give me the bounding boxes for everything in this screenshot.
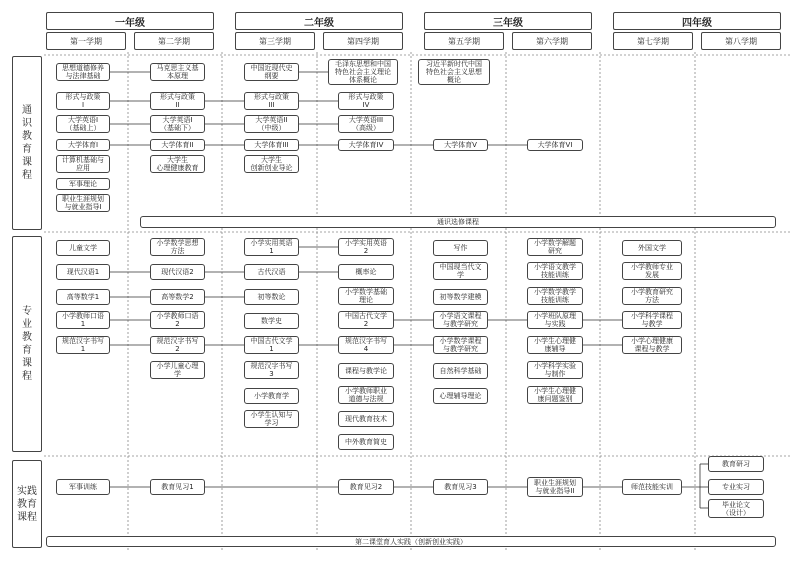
semester-header-3: 第三学期 bbox=[235, 32, 315, 50]
course-modern-history: 中国近现代史 纲要 bbox=[244, 63, 299, 81]
course-edu-history: 中外教育简史 bbox=[338, 434, 394, 450]
semester-header-4: 第四学期 bbox=[323, 32, 403, 50]
course-math-1: 高等数学1 bbox=[56, 289, 110, 305]
year-header-1: 一年级 bbox=[46, 12, 214, 30]
course-policy-3: 形式与政策 III bbox=[244, 92, 299, 110]
course-mental-health: 大学生 心理健康教育 bbox=[150, 155, 205, 173]
course-foreign-lit: 外国文学 bbox=[622, 240, 682, 256]
course-career-planning-1: 职业生涯规划 与就业指导I bbox=[56, 194, 110, 212]
course-marxism: 马克思主义基 本原理 bbox=[150, 63, 205, 81]
course-policy-2: 形式与政策 II bbox=[150, 92, 205, 110]
course-edu-research: 教育研习 bbox=[708, 456, 764, 472]
semester-header-8: 第八学期 bbox=[701, 32, 781, 50]
course-ancient-lit-2: 中国古代文学 2 bbox=[338, 311, 394, 329]
course-chinese-curriculum: 小学语文课程 与教学研究 bbox=[433, 311, 488, 329]
semester-header-7: 第七学期 bbox=[613, 32, 693, 50]
course-ideology-law: 思想道德修养 与法律基础 bbox=[56, 63, 110, 81]
course-career-guidance-2: 职业生涯规划 与就业指导II bbox=[527, 477, 583, 497]
course-english-3: 大学英语II （中级） bbox=[244, 115, 299, 133]
course-natural-science: 自然科学基础 bbox=[433, 363, 488, 379]
course-practical-english-2: 小学实用英语 2 bbox=[338, 238, 394, 256]
course-child-psych: 小学儿童心理 学 bbox=[150, 361, 205, 379]
course-pe-3: 大学体育III bbox=[244, 139, 299, 151]
year-header-3: 三年级 bbox=[424, 12, 592, 30]
course-children-lit: 儿童文学 bbox=[56, 240, 110, 256]
semester-header-2: 第二学期 bbox=[134, 32, 214, 50]
semester-header-5: 第五学期 bbox=[424, 32, 504, 50]
second-classroom-band: 第二课堂育人实践（创新创业实践） bbox=[46, 536, 776, 547]
course-problem-solving: 小学数学解题 研究 bbox=[527, 238, 583, 256]
category-general: 通 识 教 育 课 程 bbox=[12, 56, 42, 230]
course-pe-1: 大学体育I bbox=[56, 139, 110, 151]
course-elementary-numbers: 初等数论 bbox=[244, 289, 299, 305]
course-policy-1: 形式与政策 I bbox=[56, 92, 110, 110]
course-military-training: 军事训练 bbox=[56, 479, 110, 495]
course-research-methods: 小学教育研究 方法 bbox=[622, 287, 682, 305]
course-thesis: 毕业论文 （设计） bbox=[708, 499, 764, 518]
course-xi-thought: 习近平新时代中国 特色社会主义思想 概论 bbox=[418, 59, 490, 85]
course-math-curriculum: 小学数学课程 与教学研究 bbox=[433, 336, 488, 354]
course-pe-5: 大学体育V bbox=[433, 139, 488, 151]
category-professional: 专 业 教 育 课 程 bbox=[12, 236, 42, 452]
course-ancient-chinese: 古代汉语 bbox=[244, 264, 299, 280]
course-writing: 写作 bbox=[433, 240, 488, 256]
course-pedagogy: 小学教育学 bbox=[244, 388, 299, 404]
course-practical-english-1: 小学实用英语 1 bbox=[244, 238, 299, 256]
course-math-2: 高等数学2 bbox=[150, 289, 205, 305]
course-internship-3: 教育见习3 bbox=[433, 479, 488, 495]
course-writing-3: 规范汉字书写 3 bbox=[244, 361, 299, 379]
course-modern-chinese-1: 现代汉语1 bbox=[56, 264, 110, 280]
course-modern-lit: 中国现当代文 学 bbox=[433, 262, 488, 280]
year-header-2: 二年级 bbox=[235, 12, 403, 30]
course-science-curriculum: 小学科学课程 与教学 bbox=[622, 311, 682, 329]
course-math-thinking: 小学数学思想 方法 bbox=[150, 238, 205, 256]
course-policy-4: 形式与政策 IV bbox=[338, 92, 394, 110]
course-teacher-development: 小学教师专业 发展 bbox=[622, 262, 682, 280]
course-writing-4: 规范汉字书写 4 bbox=[338, 336, 394, 354]
general-elective-band: 通识选修课程 bbox=[140, 216, 776, 228]
course-counseling: 心理辅导理论 bbox=[433, 388, 488, 404]
semester-header-6: 第六学期 bbox=[512, 32, 592, 50]
course-writing-1: 规范汉字书写 1 bbox=[56, 336, 110, 354]
course-professional-internship: 专业实习 bbox=[708, 479, 764, 495]
course-math-basics: 小学数学基础 理论 bbox=[338, 287, 394, 305]
course-curriculum: 课程与教学论 bbox=[338, 363, 394, 379]
course-psych-diagnosis: 小学生心理健 康问题鉴别 bbox=[527, 386, 583, 404]
course-elementary-modeling: 初等数学建模 bbox=[433, 289, 488, 305]
course-english-2: 大学英语I （基础下） bbox=[150, 115, 205, 133]
course-mao-theory: 毛泽东思想和中国 特色社会主义理论 体系概论 bbox=[328, 59, 398, 85]
course-pe-6: 大学体育VI bbox=[527, 139, 583, 151]
category-practice: 实践 教育 课程 bbox=[12, 460, 42, 548]
course-ancient-lit-1: 中国古代文学 1 bbox=[244, 336, 299, 354]
course-psych-counseling: 小学生心理健 康辅导 bbox=[527, 336, 583, 354]
course-writing-2: 规范汉字书写 2 bbox=[150, 336, 205, 354]
course-class-management: 小学班队原理 与实践 bbox=[527, 311, 583, 329]
course-student-cognition: 小学生认知与 学习 bbox=[244, 410, 299, 428]
course-internship-1: 教育见习1 bbox=[150, 479, 205, 495]
course-science-experiment: 小学科学实验 与制作 bbox=[527, 361, 583, 379]
course-modern-chinese-2: 现代汉语2 bbox=[150, 264, 205, 280]
course-math-skills: 小学数学教学 技能训练 bbox=[527, 287, 583, 305]
course-pe-2: 大学体育II bbox=[150, 139, 205, 151]
course-edu-tech: 现代教育技术 bbox=[338, 411, 394, 427]
course-innovation: 大学生 创新创业导论 bbox=[244, 155, 299, 173]
course-teaching-skills: 师范技能实训 bbox=[622, 479, 682, 495]
course-probability: 概率论 bbox=[338, 264, 394, 280]
semester-header-1: 第一学期 bbox=[46, 32, 126, 50]
year-header-4: 四年级 bbox=[613, 12, 781, 30]
course-internship-2: 教育见习2 bbox=[338, 479, 394, 495]
course-chinese-skills: 小学语文教学 技能训练 bbox=[527, 262, 583, 280]
course-pe-4: 大学体育IV bbox=[338, 139, 394, 151]
course-oral-2: 小学教师口语 2 bbox=[150, 311, 205, 329]
course-english-1: 大学英语I （基础上） bbox=[56, 115, 110, 133]
course-military-theory: 军事理论 bbox=[56, 178, 110, 190]
course-oral-1: 小学教师口语 1 bbox=[56, 311, 110, 329]
course-computer: 计算机基础与 应用 bbox=[56, 155, 110, 173]
course-math-history: 数学史 bbox=[244, 313, 299, 329]
course-english-4: 大学英语III （高级） bbox=[338, 115, 394, 133]
course-teacher-ethics: 小学教师职业 道德与法规 bbox=[338, 386, 394, 404]
course-psych-edu: 小学心理健康 课程与教学 bbox=[622, 336, 682, 354]
